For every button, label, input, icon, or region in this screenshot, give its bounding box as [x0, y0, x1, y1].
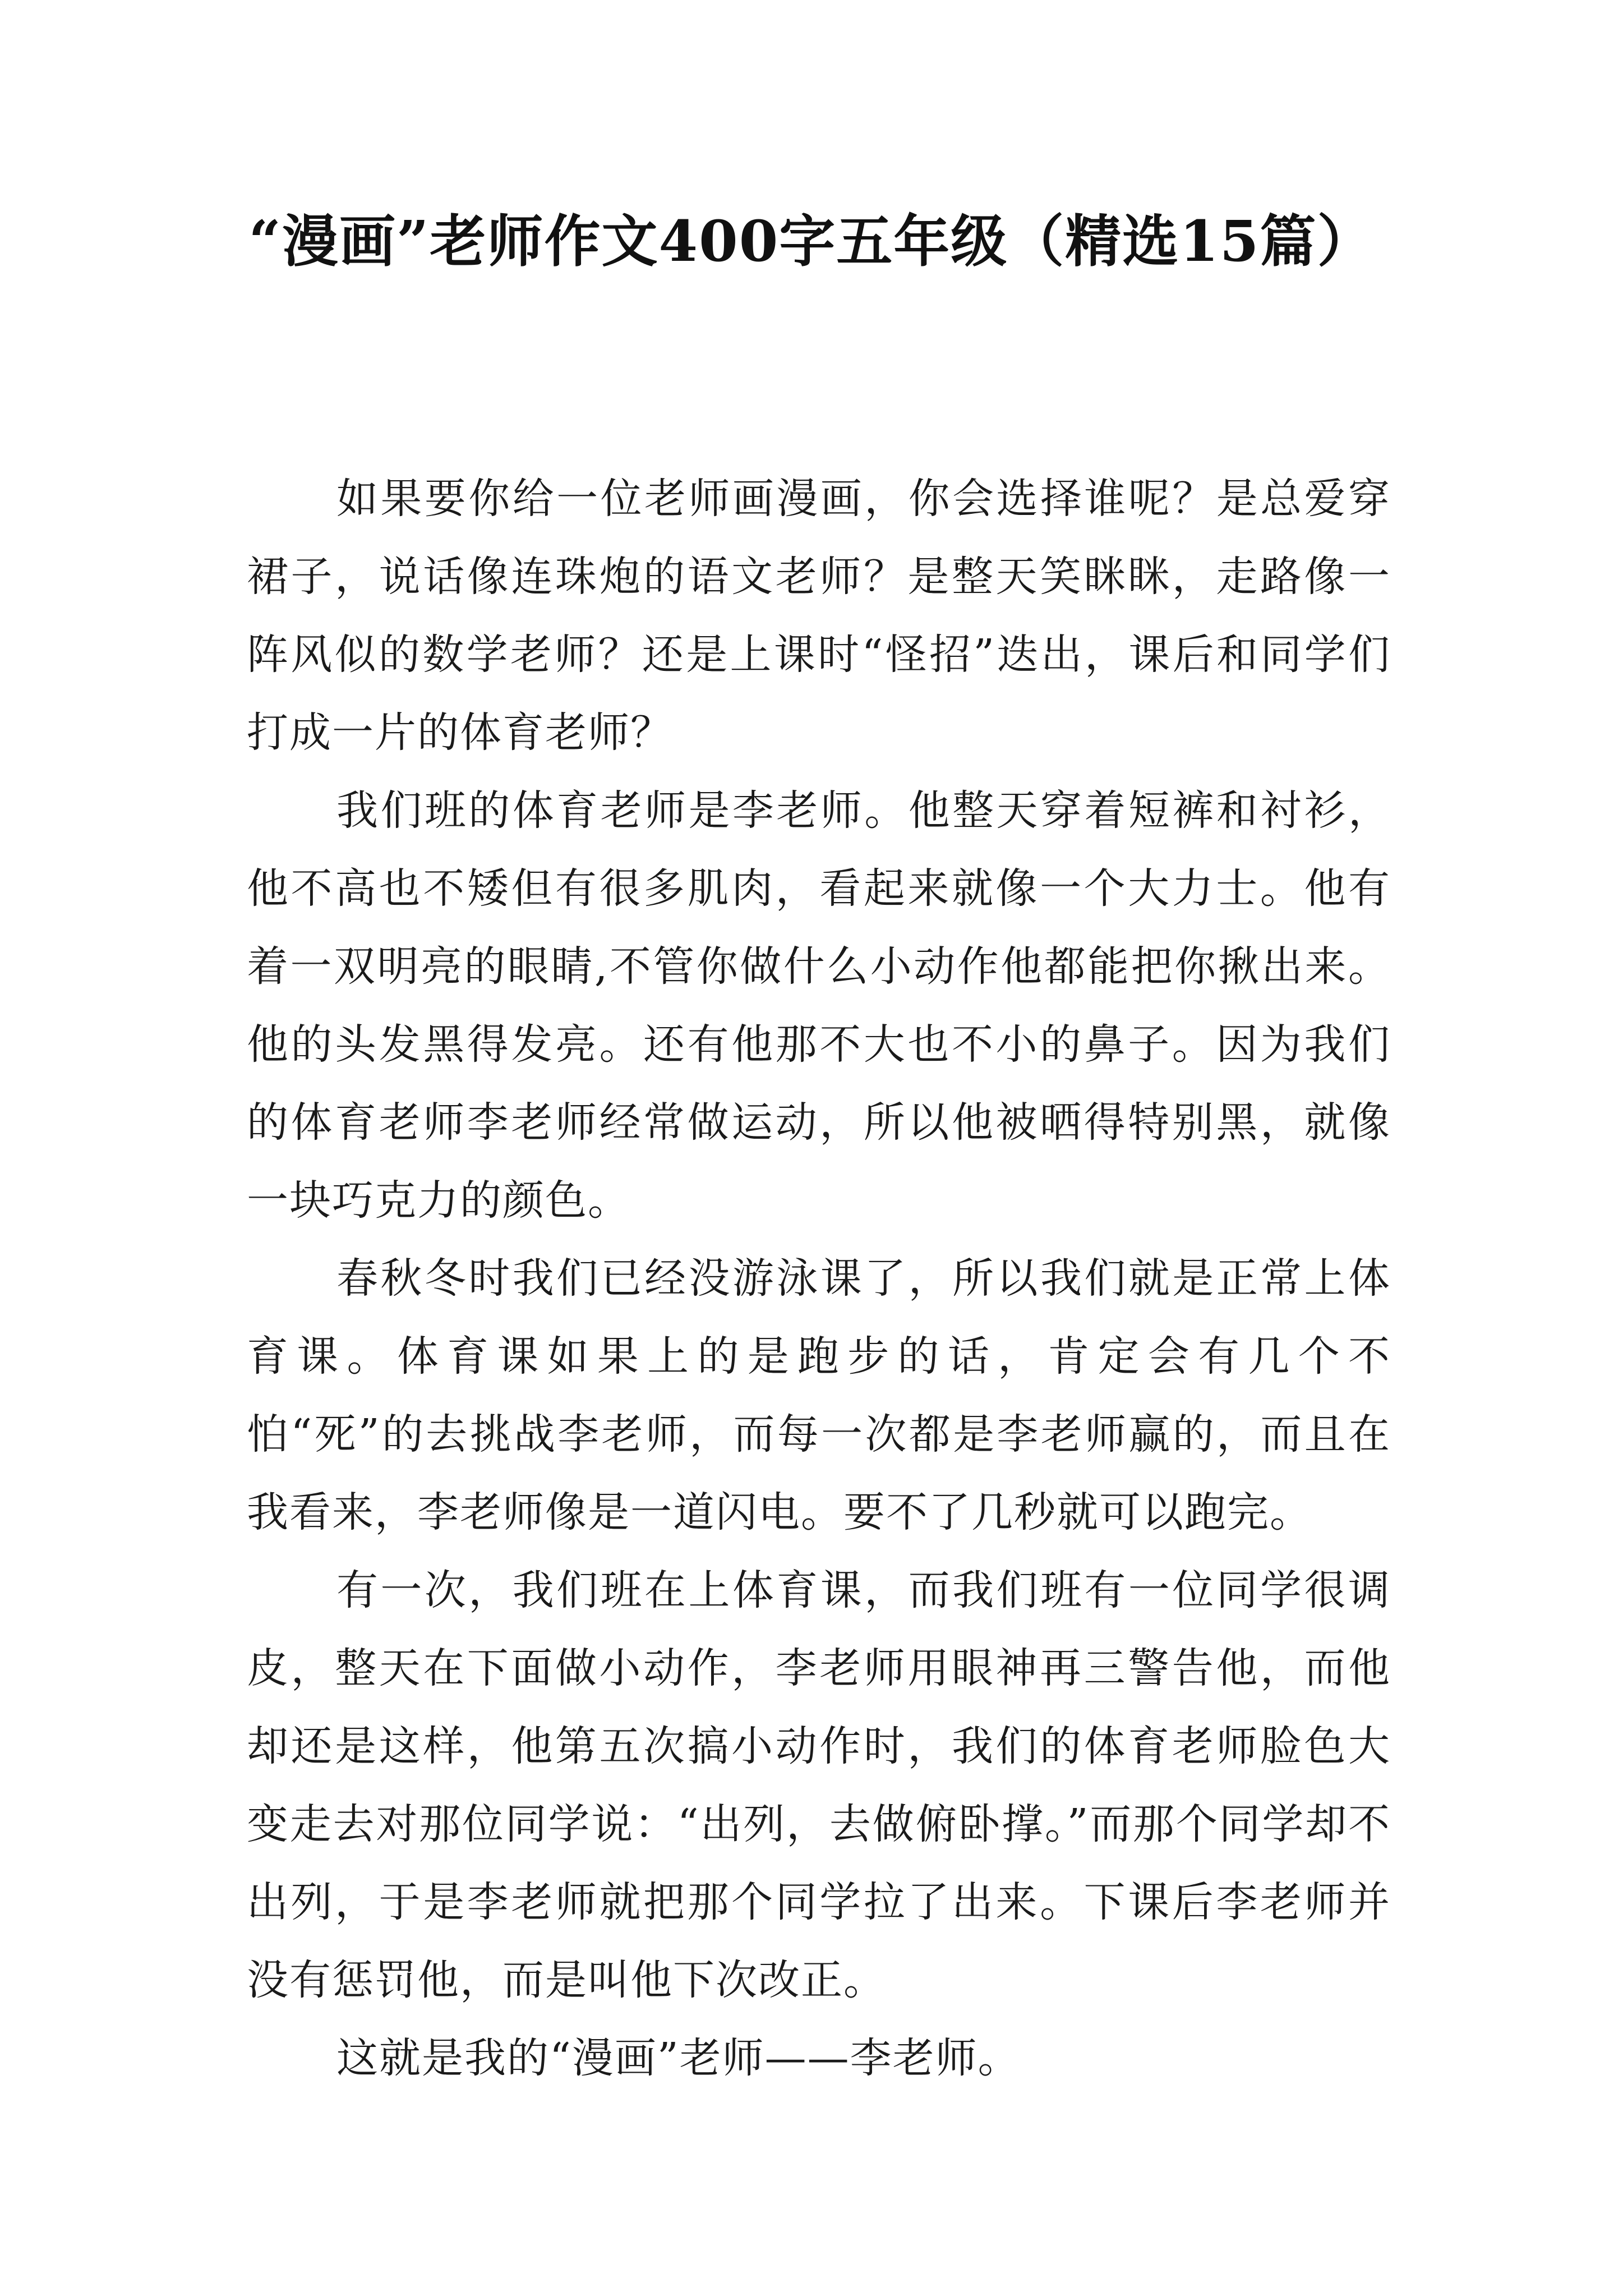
paragraph-2: 我们班的体育老师是李老师。他整天穿着短裤和衬衫，他不高也不矮但有很多肌肉，看起来就像一个大力士。他有着一双明亮的眼睛,不管你做什么小动作他都能把你揪出来。他的头发黑得发亮。还有他那不大也不小的鼻子。因为我们的体育老师李老师经常做运动，所以他被晒得特别黑，就像一块巧克力的颜色。 [247, 786, 1391, 1225]
paragraph-3: 春秋冬时我们已经没游泳课了，所以我们就是正常上体育课。体育课如果上的是跑步的话，肯定会有几个不怕“死”的去挑战李老师，而每一次都是李老师赢的，而且在我看来，李老师像是一道闪电。要不了几秒就可以跑完。 [247, 1254, 1391, 1536]
document-title: “漫画”老师作文400字五年级（精选15篇） [248, 208, 1375, 274]
document-body [247, 460, 1391, 2097]
paragraph-5: 这就是我的“漫画”老师——李老师。 [336, 2034, 1021, 2082]
paragraph-1: 如果要你给一位老师画漫画，你会选择谁呢？是总爱穿裙子，说话像连珠炮的语文老师？是整天笑眯眯，走路像一阵风似的数学老师？还是上课时“怪招”迭出，课后和同学们打成一片的体育老师？ [247, 475, 1391, 757]
paragraph-4: 有一次，我们班在上体育课，而我们班有一位同学很调皮，整天在下面做小动作，李老师用眼神再三警告他，而他却还是这样，他第五次搞小动作时，我们的体育老师脸色大变走去对那位同学说：“出列，去做俯卧撑。”而那个同学却不出列，于是李老师就把那个同学拉了出来。下课后李老师并没有惩罚他，而是叫他下次改正。 [247, 1566, 1391, 2004]
